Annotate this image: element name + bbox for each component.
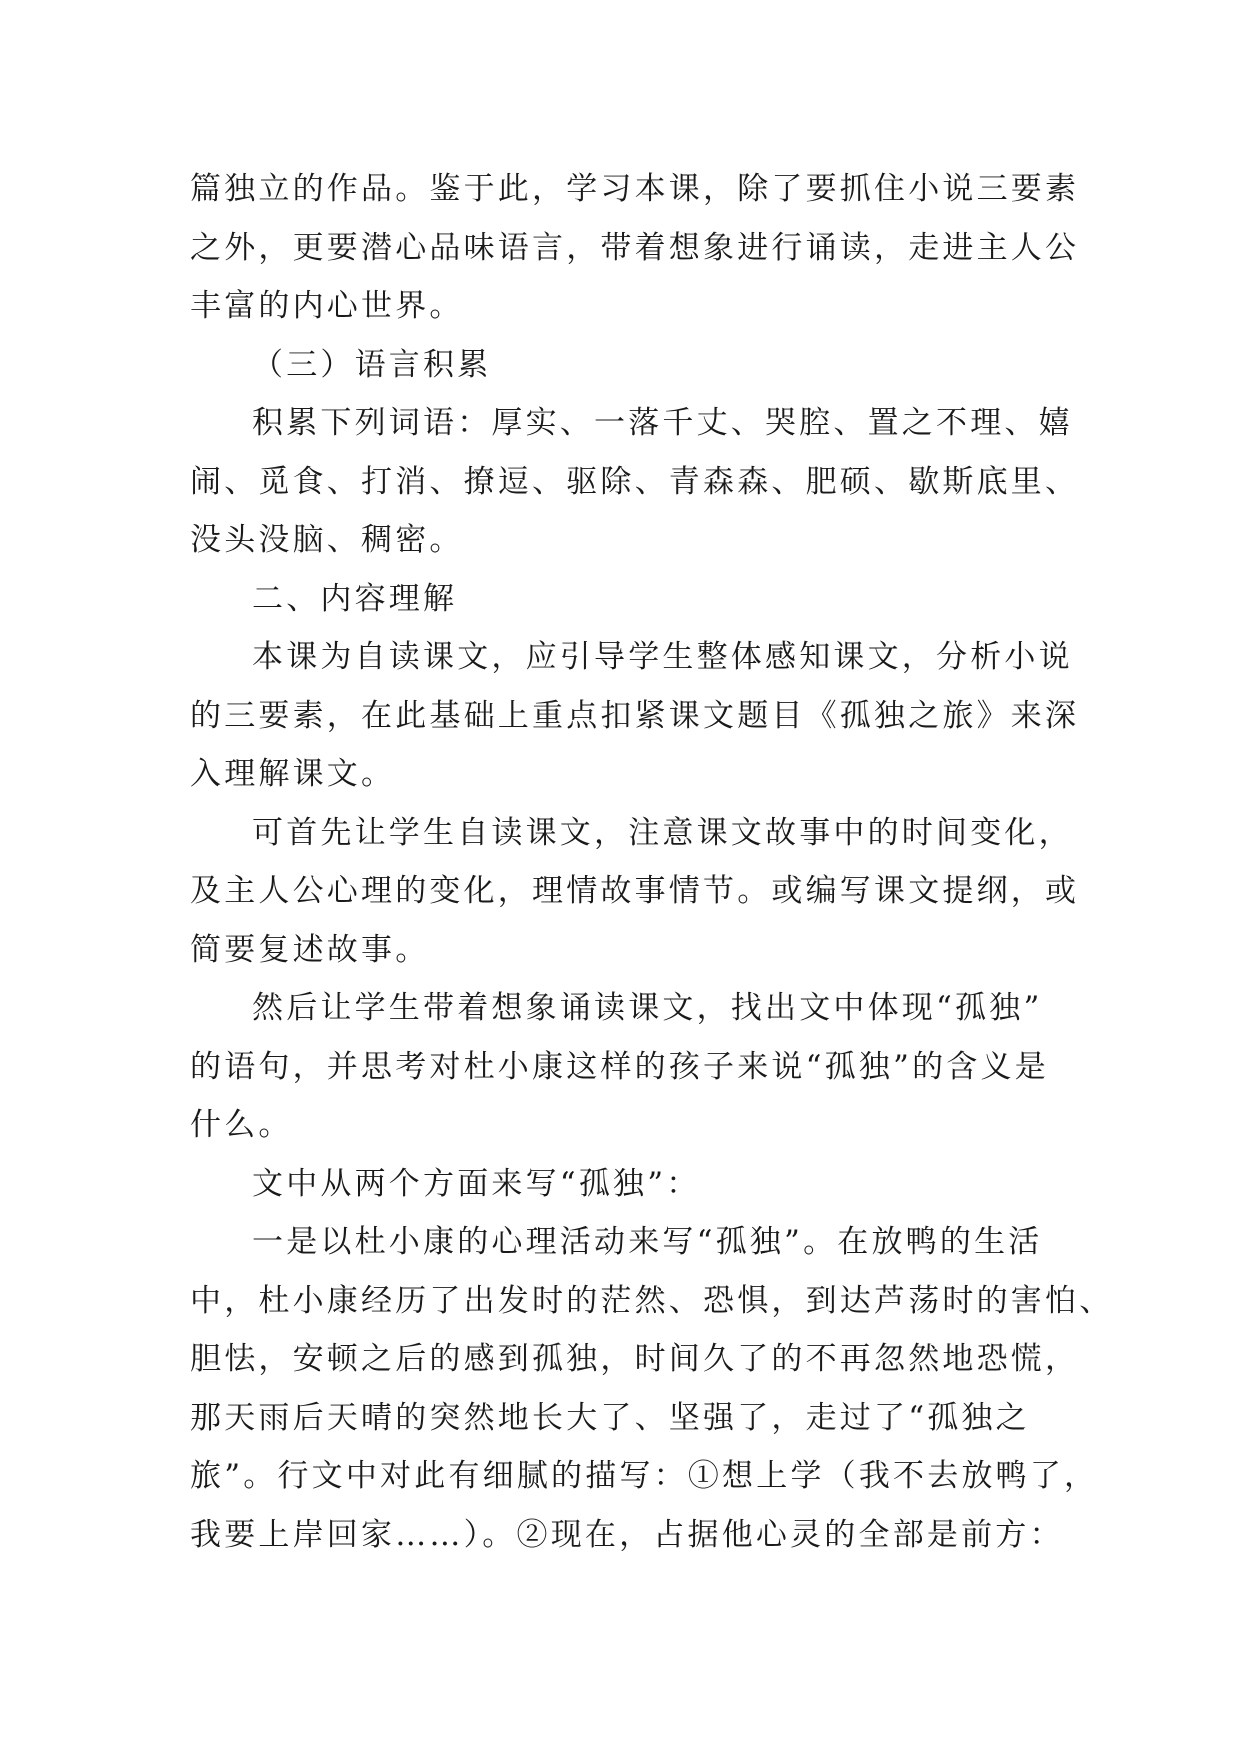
paragraph-vocabulary xyxy=(190,394,1080,570)
text-line: 篇独立的作品。鉴于此，学习本课，除了要抓住小说三要素 xyxy=(190,171,1080,207)
text-line: 我要上岸回家……）。②现在，占据他心灵的全部是前方： xyxy=(190,1516,1064,1553)
text-line: 旅”。行文中对此有细腻的描写：①想上学（我不去放鸭了， xyxy=(190,1458,1099,1494)
text-line: 可首先让学生自读课文，注意课文故事中的时间变化， xyxy=(252,814,1073,851)
text-line: 一是以杜小康的心理活动来写“孤独”。在放鸭的生活 xyxy=(252,1224,1043,1260)
text-line: 那天雨后天晴的突然地长大了、坚强了，走过了“孤独之 xyxy=(190,1399,1030,1436)
text-line: 丰富的内心世界。 xyxy=(190,288,464,324)
heading-text: 二、内容理解 xyxy=(252,580,458,617)
text-line: 积累下列词语：厚实、一落千丈、哭腔、置之不理、嬉 xyxy=(252,405,1073,441)
paragraph-self-reading xyxy=(190,628,1080,804)
text-line: 及主人公心理的变化，理情故事情节。或编写课文提纲，或 xyxy=(190,873,1080,909)
heading-text: （三）语言积累 xyxy=(252,346,492,383)
text-line: 之外，更要潜心品味语言，带着想象进行诵读，走进主人公 xyxy=(190,229,1080,266)
text-line: 的三要素，在此基础上重点扣紧课文题目《孤独之旅》来深 xyxy=(190,697,1080,734)
text-line: 中，杜小康经历了出发时的茫然、恐惧，到达芦荡时的害怕、 xyxy=(190,1282,1114,1319)
paragraph-second-step xyxy=(190,979,1070,1155)
text-line: 然后让学生带着想象诵读课文，找出文中体现“孤独” xyxy=(252,990,1043,1026)
text-line: 文中从两个方面来写“孤独”： xyxy=(252,1165,701,1202)
text-line: 闹、觅食、打消、撩逗、驱除、青森森、肥硕、歇斯底里、 xyxy=(190,463,1080,500)
text-line: 本课为自读课文，应引导学生整体感知课文，分析小说 xyxy=(252,639,1073,675)
text-line: 什么。 xyxy=(190,1107,293,1143)
section-heading-content-understanding xyxy=(190,570,1070,629)
document-body xyxy=(190,160,1114,1564)
text-line: 简要复述故事。 xyxy=(190,931,430,968)
paragraph-intro-continuation xyxy=(190,160,1080,336)
text-line: 入理解课文。 xyxy=(190,756,396,792)
paragraph-two-aspects xyxy=(190,1155,1070,1214)
text-line: 的语句，并思考对杜小康这样的孩子来说“孤独”的含义是 xyxy=(190,1048,1049,1085)
paragraph-psychological-activity xyxy=(190,1213,1114,1564)
text-line: 没头没脑、稠密。 xyxy=(190,522,464,558)
section-heading-language-accumulation xyxy=(190,336,1070,395)
paragraph-first-step xyxy=(190,804,1080,980)
text-line: 胆怯，安顿之后的感到孤独，时间久了的不再忽然地恐慌， xyxy=(190,1341,1080,1377)
